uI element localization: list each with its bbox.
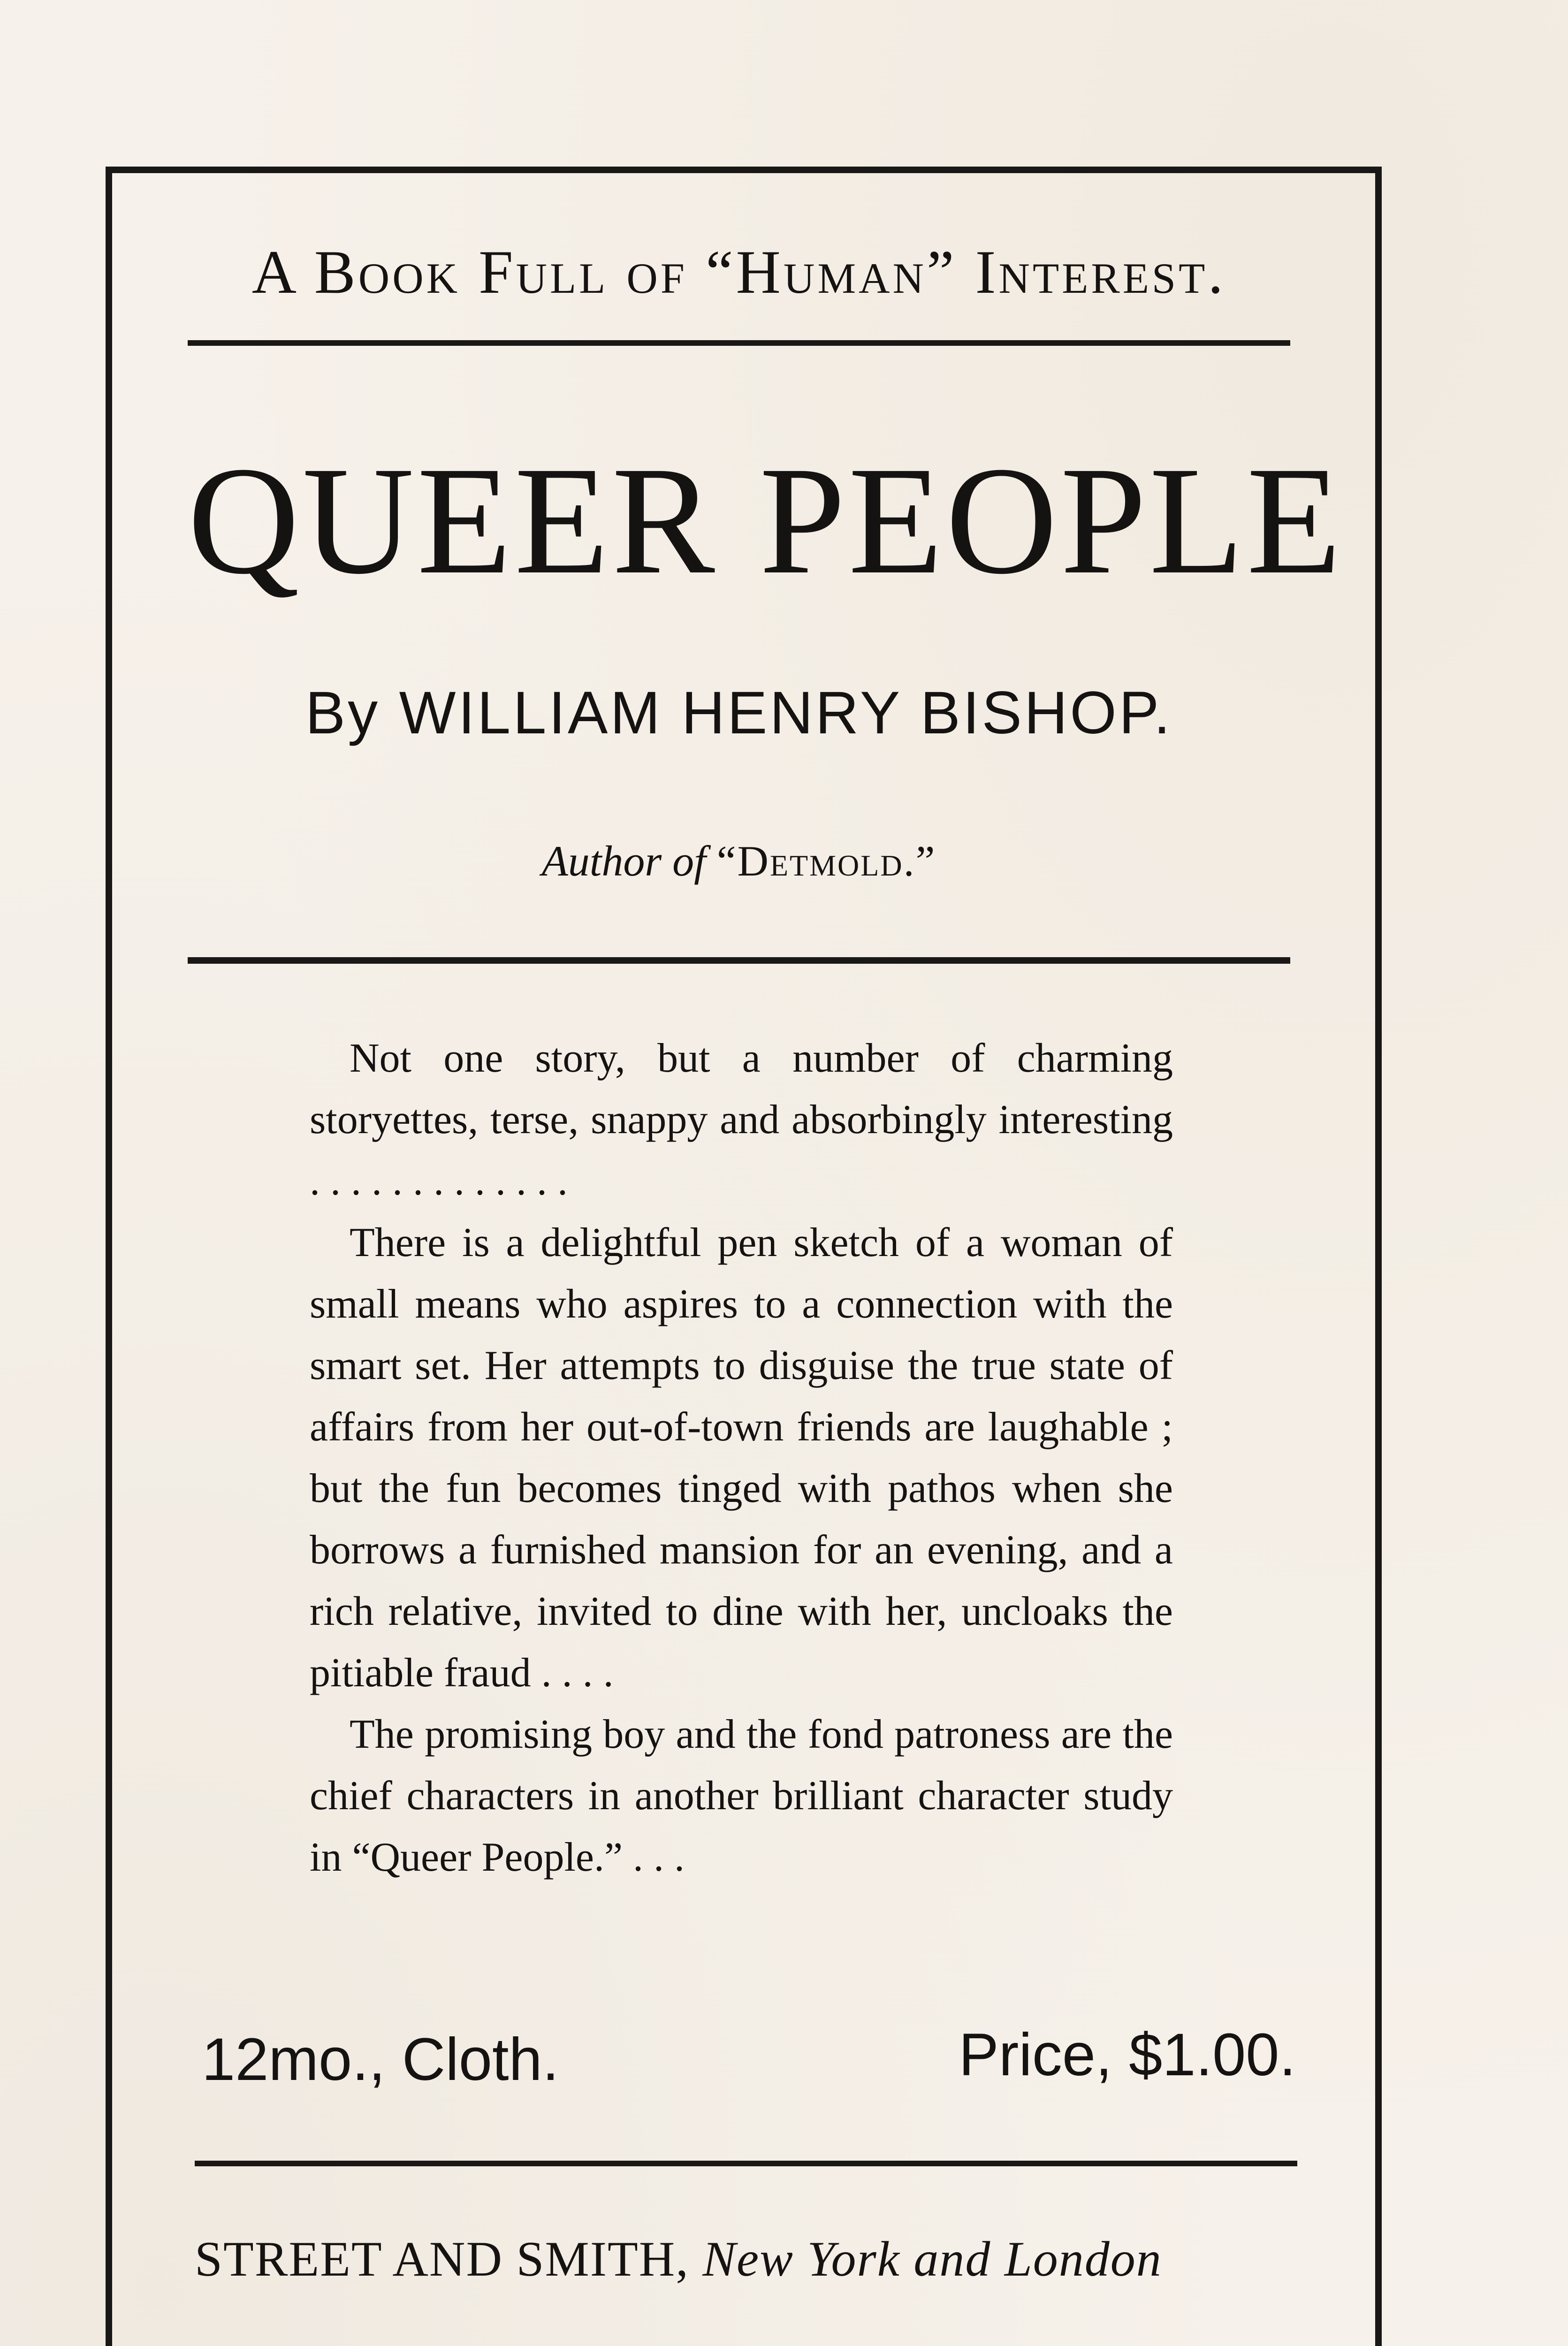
publisher-location: New York and London xyxy=(702,2232,1162,2286)
top-divider xyxy=(188,340,1290,346)
author-of-prefix: Author of xyxy=(541,837,706,885)
author-previous-work xyxy=(188,833,1290,889)
publisher-name: STREET AND SMITH, xyxy=(195,2232,689,2286)
middle-divider xyxy=(188,957,1290,964)
book-price: Price, $1.00. xyxy=(959,2021,1296,2088)
description-body xyxy=(310,1028,1173,1888)
description-paragraph-1: Not one story, but a number of charming storyettes, terse, snappy and absorbingly interesting . . . . . . . . . . . . . xyxy=(310,1036,1173,1204)
header-tagline xyxy=(188,235,1290,310)
author-byline: By WILLIAM HENRY BISHOP. xyxy=(305,679,1173,746)
header-tagline-text: A Book Full of “Human” Interest. xyxy=(251,237,1226,306)
book-title: QUEER PEOPLE xyxy=(188,435,1344,606)
author-of-work: “Detmold.” xyxy=(716,837,936,885)
book-format: 12mo., Cloth. xyxy=(202,2026,559,2093)
description-paragraph-3: The promising boy and the fond patroness are the chief characters in another brilliant character study in “Queer People.” . . . xyxy=(310,1712,1173,1880)
description-paragraph-2: There is a delightful pen sketch of a woman of small means who aspires to a connection with the smart set. Her attempts to disguise the true state of affairs from her out-of-town friends are laughable ; but the fun becomes tinged with pathos when she borrows a furnished mansion for an evening, and a rich relative, invited to dine with her, uncloaks the pitiable fraud . . . . xyxy=(310,1220,1173,1696)
bottom-divider xyxy=(195,2161,1297,2166)
publisher-imprint xyxy=(195,2226,1297,2292)
